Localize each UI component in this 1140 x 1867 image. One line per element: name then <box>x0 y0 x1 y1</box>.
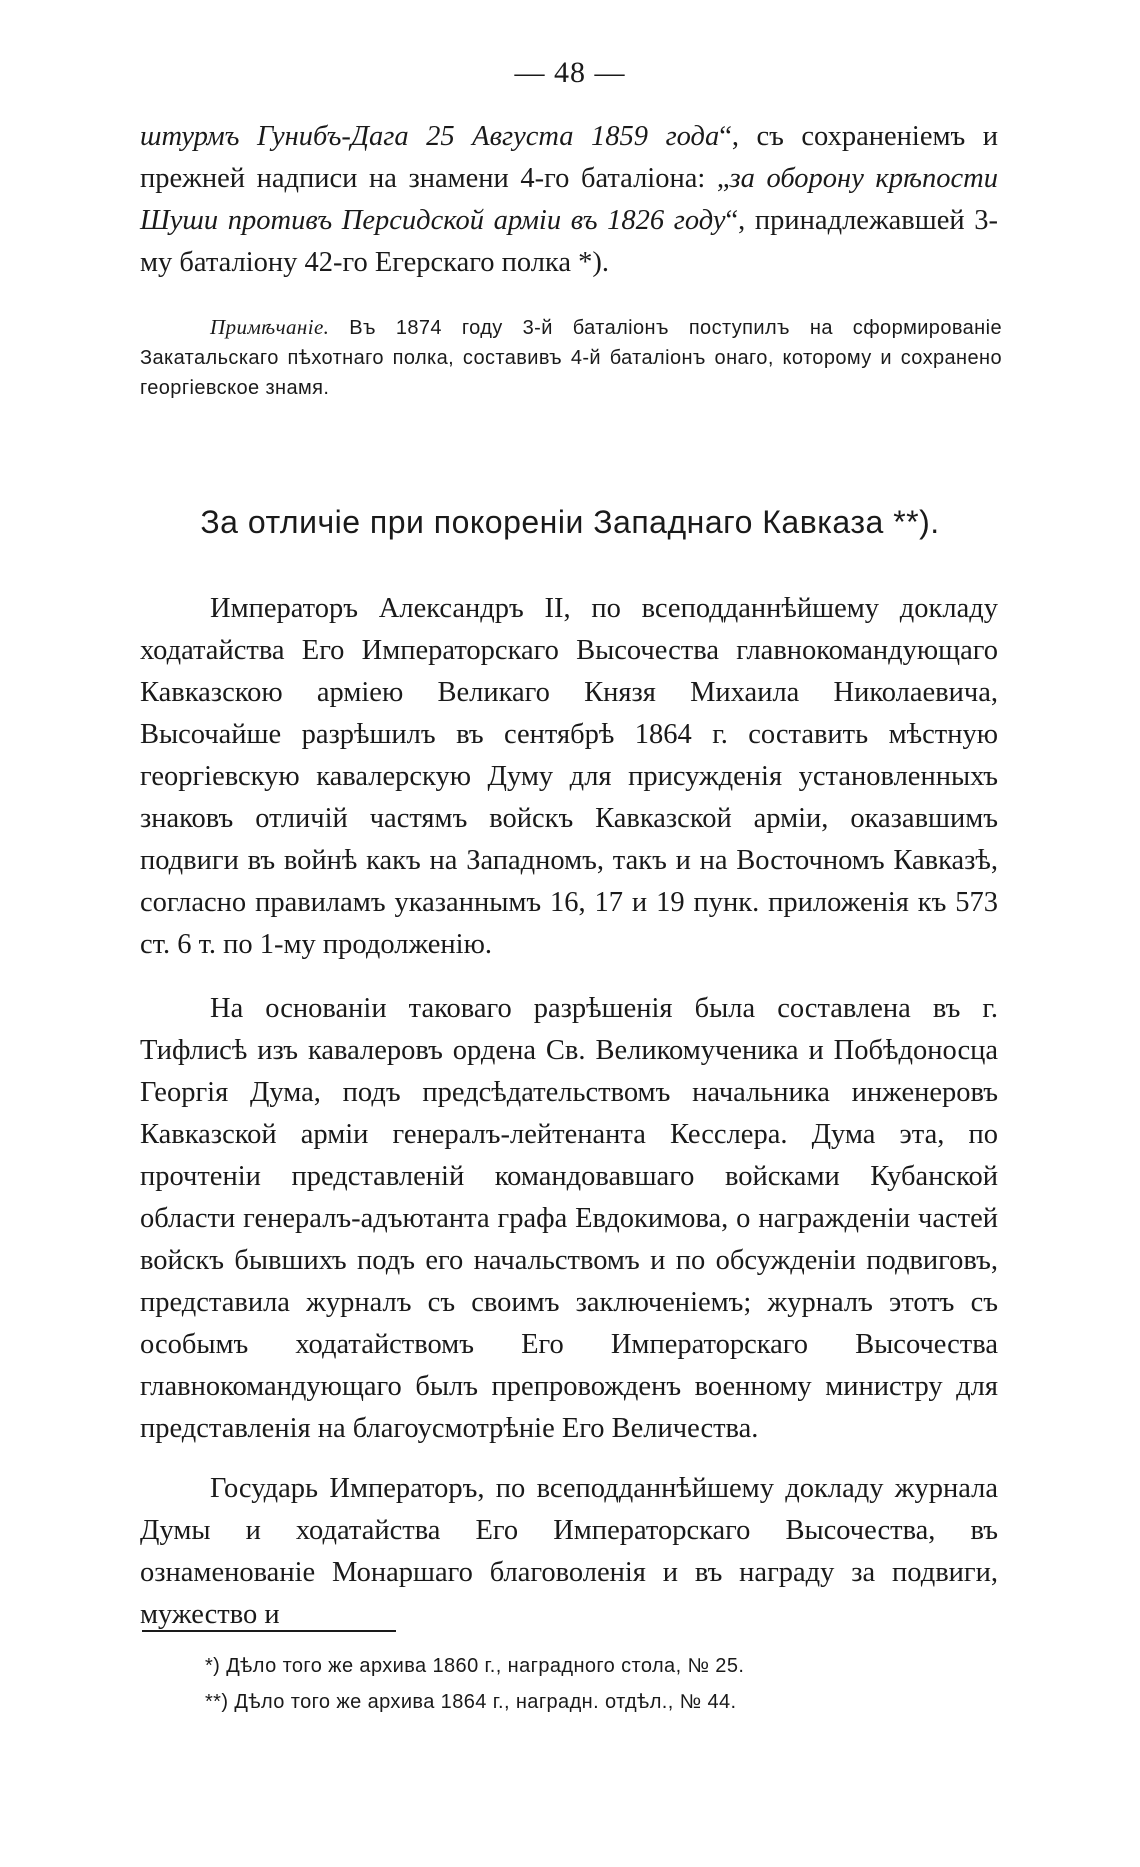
opening-quote-italic: штурмъ Гунибъ-Дага 25 Августа 1859 года <box>140 121 720 152</box>
paragraph-1 <box>140 588 998 966</box>
paragraph-2 <box>140 988 998 1450</box>
footnotes <box>205 1648 1005 1720</box>
opening-text-1: “, съ сохраненіемъ и прежней надписи на знамени 4-го баталіона: „ <box>140 121 998 194</box>
paragraph-3 <box>140 1468 998 1636</box>
paragraph-text: Императоръ Александръ II, по всеподданнѣйшему докладу ходатайства Его Императорскаго Высочества главнокомандующаго Кавказскою арміею Великаго Князя Михаила Николаевича, Высочайше разрѣшилъ въ сентябрѣ 1864 г. составить мѣстную георгіевскую кавалерскую Думу для присужденія установленныхъ знаковъ отличій частямъ войскъ Кавказской арміи, оказавшимъ подвиги въ войнѣ какъ на Западномъ, такъ и на Восточномъ Кавказѣ, согласно правиламъ указаннымъ 16, 17 и 19 пунк. приложенія къ 573 ст. 6 т. по 1-му продолженію. <box>140 593 998 960</box>
paragraph-text: На основаніи таковаго разрѣшенія была составлена въ г. Тифлисѣ изъ кавалеровъ ордена Св. Великомученика и Побѣдоносца Георгія Дума, подъ предсѣдательствомъ начальника инженеровъ Кавказской арміи генералъ-лейтенанта Кесслера. Дума эта, по прочтеніи представленій командовавшаго войсками Кубанской области генералъ-адъютанта графа Евдокимова, о награжденіи частей войскъ бывшихъ подъ его начальствомъ и по обсужденіи подвиговъ, представила журналъ съ своимъ заключеніемъ; журналъ этотъ съ особымъ ходатайствомъ Его Императорскаго Высочества главнокомандующаго былъ препровожденъ военному министру для представленія на благоусмотрѣніе Его Величества. <box>140 993 998 1444</box>
opening-text-2: “, принадлежавшей 3-му баталіону 42-го Егерскаго полка *). <box>140 205 998 278</box>
page-number: — 48 — <box>514 56 626 89</box>
opening-paragraph <box>140 116 998 284</box>
footnote-2: **) Дѣло того же архива 1864 г., наградн. отдѣл., № 44. <box>205 1691 737 1713</box>
opening-quote2-italic: за оборону крѣпости Шуши противъ Персидской арміи въ 1826 году <box>140 163 998 236</box>
note-block <box>140 312 1002 403</box>
section-heading: За отличіе при покореніи Западнаго Кавказа **). <box>200 504 940 540</box>
footnote-1: *) Дѣло того же архива 1860 г., наградного стола, № 25. <box>205 1655 745 1677</box>
note-label: Примѣчаніе. <box>210 315 330 339</box>
paragraph-text: Государь Императоръ, по всеподданнѣйшему докладу журнала Думы и ходатайства Его Императорскаго Высочества, въ ознаменованіе Монаршаго благоволенія и въ награду за подвиги, мужество и <box>140 1473 998 1630</box>
footnote-divider <box>142 1630 396 1632</box>
note-text: Въ 1874 году 3-й баталіонъ поступилъ на сформированіе Закатальскаго пѣхотнаго полка, составивъ 4-й баталіонъ онаго, которому и сохранено георгіевское знамя. <box>140 317 1002 399</box>
